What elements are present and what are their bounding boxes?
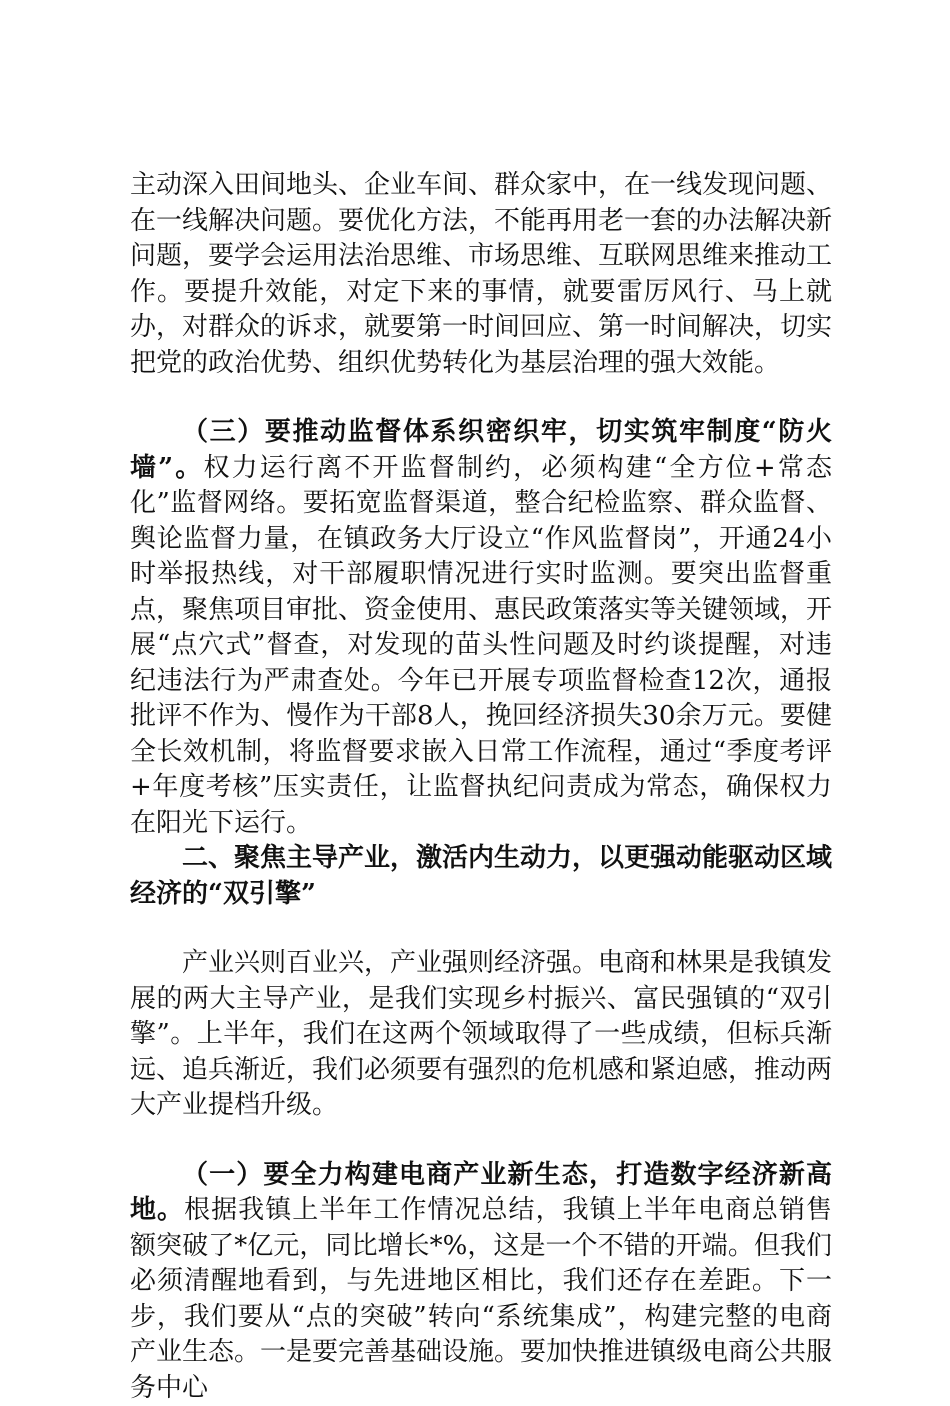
paragraph-ecommerce [130, 1158, 832, 1406]
paragraph-industry-intro: 产业兴则百业兴，产业强则经济强。电商和林果是我镇发展的两大主导产业，是我们实现乡村振兴、富民强镇的“双引擎”。上半年，我们在这两个领域取得了一些成绩，但标兵渐远、追兵渐近，我们必须要有强烈的危机感和紧迫感，推动两大产业提档升级。 [130, 946, 832, 1124]
paragraph-continuation: 主动深入田间地头、企业车间、群众家中，在一线发现问题、在一线解决问题。要优化方法，不能再用老一套的办法解决新问题，要学会运用法治思维、市场思维、互联网思维来推动工作。要提升效能，对定下来的事情，就要雷厉风行、马上就办，对群众的诉求，就要第一时间回应、第一时间解决，切实把党的政治优势、组织优势转化为基层治理的强大效能。 [130, 168, 832, 381]
document-page [130, 168, 832, 1406]
paragraph-supervision [130, 415, 832, 841]
subheading-supervision: （三）要推动监督体系织密织牢，切实筑牢制度“防火墙”。 [130, 417, 832, 483]
section-heading-industry: 二、聚焦主导产业，激活内生动力，以更强动能驱动区域经济的“双引擎” [130, 841, 832, 912]
paragraph-ecommerce-body: 根据我镇上半年工作情况总结，我镇上半年电商总销售额突破了*亿元，同比增长*%，这是一个不错的开端。但我们必须清醒地看到，与先进地区相比，我们还存在差距。下一步，我们要从“点的突破”转向“系统集成”，构建完整的电商产业生态。一是要完善基础设施。要加快推进镇级电商公共服务中心 [130, 1195, 832, 1403]
subheading-ecommerce: （一）要全力构建电商产业新生态，打造数字经济新高地。 [130, 1160, 832, 1226]
paragraph-supervision-body: 权力运行离不开监督制约，必须构建“全方位+常态化”监督网络。要拓宽监督渠道，整合纪检监察、群众监督、舆论监督力量，在镇政务大厅设立“作风监督岗”，开通24小时举报热线，对干部履职情况进行实时监测。要突出监督重点，聚焦项目审批、资金使用、惠民政策落实等关键领域，开展“点穴式”督查，对发现的苗头性问题及时约谈提醒，对违纪违法行为严肃查处。今年已开展专项监督检查12次，通报批评不作为、慢作为干部8人，挽回经济损失30余万元。要健全长效机制，将监督要求嵌入日常工作流程，通过“季度考评+年度考核”压实责任，让监督执纪问责成为常态，确保权力在阳光下运行。 [130, 453, 832, 838]
